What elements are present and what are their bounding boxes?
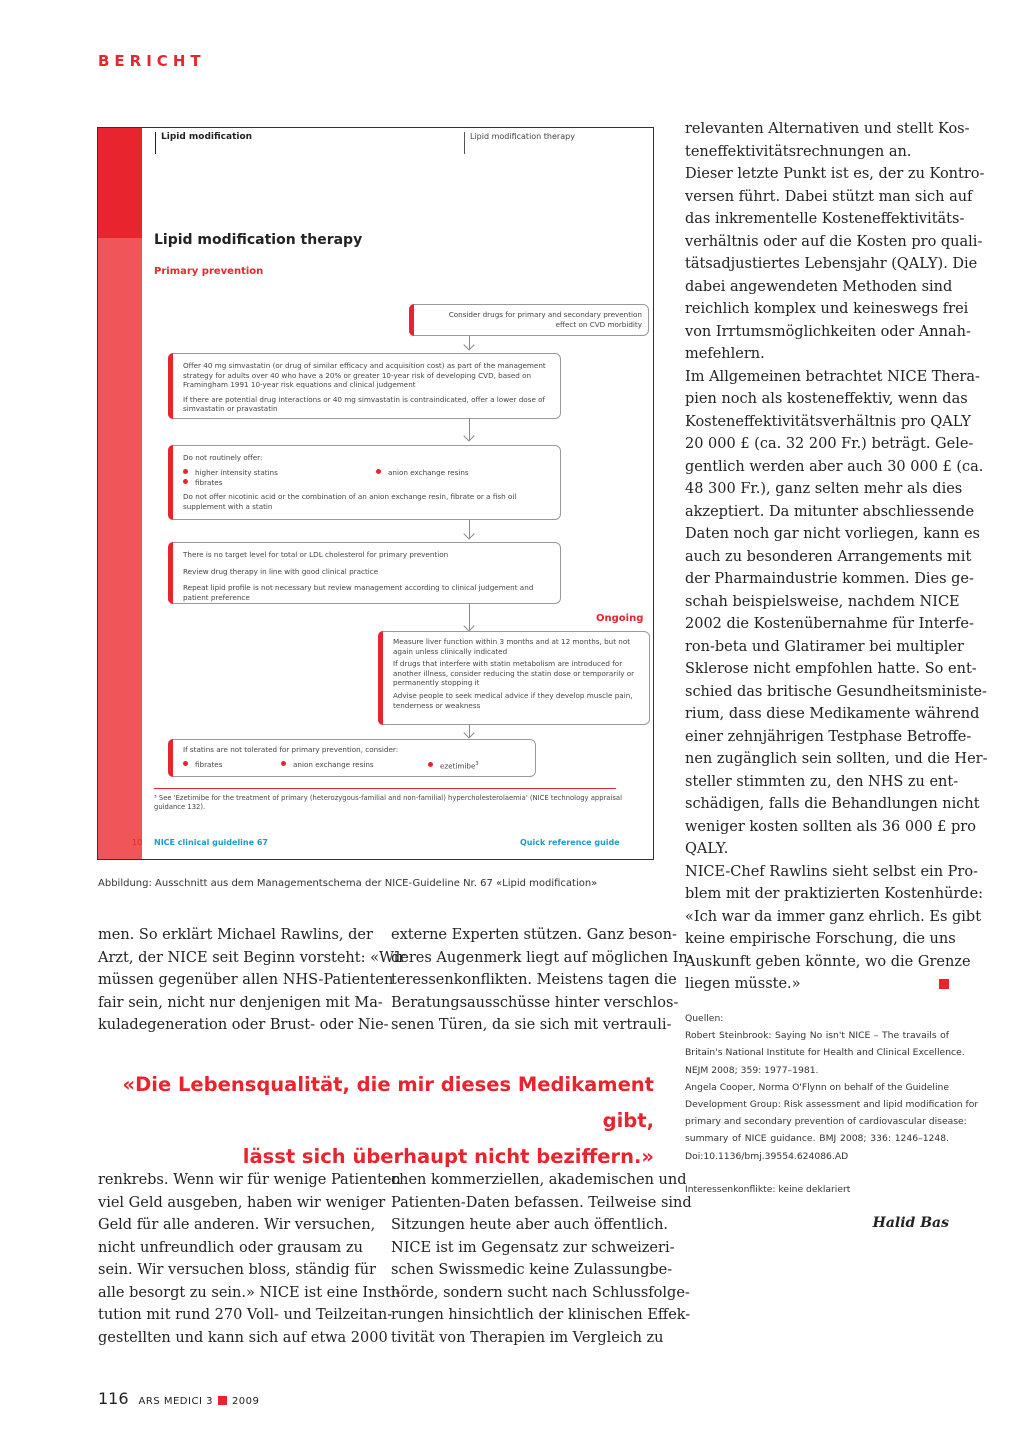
consider-line-2: effect on CVD morbidity	[555, 319, 642, 329]
text-line: verhältnis oder auf die Kosten pro quali-	[685, 233, 983, 250]
text-line: fair sein, nicht nur denjenigen mit Ma-	[98, 994, 383, 1011]
text-line: 2002 die Kostenübernahme für Interfe-	[685, 616, 974, 632]
column-1-top	[98, 924, 406, 1037]
consider-line-1: Consider drugs for primary and secondary prevention	[448, 310, 642, 319]
box2-intro: Do not routinely offer:	[183, 453, 263, 462]
text-line: Beratungsausschüsse hinter verschlos-	[391, 994, 679, 1011]
text-line: Daten noch gar nicht vorliegen, kann es	[685, 526, 980, 542]
page-number: 116	[98, 1389, 129, 1408]
text-line: steller stimmten zu, den NHS zu ent-	[685, 773, 959, 790]
figure-footnote: ³ See 'Ezetimibe for the treatment of primary (heterozygous-familial and non-familial) hypercholesterolaemia' (NICE technology appraisal guidance 132).	[154, 794, 622, 811]
page-footer	[98, 1389, 259, 1408]
text-line: gentlich werden aber auch 30 000 £ (ca.	[685, 458, 984, 475]
text-line: Kosteneffektivitätsverhältnis pro QALY	[685, 413, 972, 430]
text-line: weniger kosten sollten als 36 000 £ pro	[685, 818, 976, 835]
source-line: Britain's National Institute for Health and Clinical Excellence.	[685, 1047, 965, 1059]
figure-page-number: 10	[132, 838, 143, 847]
text-line: Patienten-Daten befassen. Teilweise sind	[391, 1194, 692, 1211]
text-line: auch zu besonderen Arrangements mit	[685, 548, 972, 565]
section-label: BERICHT	[98, 52, 206, 70]
source-line: primary and secondary prevention of cardiovascular disease:	[685, 1116, 967, 1128]
text-line: schädigen, falls die Behandlungen nicht	[685, 796, 980, 812]
separator-square-icon	[218, 1396, 227, 1405]
flow-box-ongoing	[378, 631, 650, 725]
text-line: relevanten Alternativen und stellt Kos-	[685, 121, 970, 137]
text-line: akzeptiert. Da mitunter abschliessende	[685, 503, 975, 520]
text-line: NICE ist im Gegensatz zur schweizeri-	[391, 1239, 675, 1256]
text-line: externe Experten stützen. Ganz beson-	[391, 927, 677, 943]
box1-text-2: If there are potential drug interactions or 40 mg simvastatin is contraindicated, offer a lower dose of simvastatin or pravastatin	[183, 394, 546, 414]
figure-flowchart	[97, 127, 654, 860]
flow-box-statins-not-tolerated	[168, 739, 536, 777]
text-line: NICE-Chef Rawlins sieht selbst ein Pro-	[685, 863, 978, 880]
author: Halid Bas	[872, 1215, 949, 1231]
text-line: teressenkonflikten. Meistens tagen die	[391, 972, 677, 988]
text-line: pien noch als kosteneffektiv, wenn das	[685, 391, 968, 407]
text-line: schied das britische Gesundheitsministe-	[685, 683, 987, 700]
text-line: kuladegeneration oder Brust- oder Nie-	[98, 1017, 389, 1033]
flow-box-no-target	[168, 542, 561, 604]
flow-box-consider	[409, 304, 649, 336]
text-line: Sklerose nicht empfohlen hatte. So ent-	[685, 661, 977, 677]
box4-text-1: Measure liver function within 3 months and at 12 months, but not again unless clinically indicated	[393, 637, 631, 656]
box1-text-1: Offer 40 mg simvastatin (or drug of similar efficacy and acquisition cost) as part of the management strategy for adults over 40 who have a 20% or greater 10-year risk of developing CVD, based on Framingham 1991 10-year risk equations and clinical judgement	[183, 361, 546, 390]
box4-text-2: If drugs that interfere with statin metabolism are introduced for another illness, consider reducing the statin dose or temporarily or permanently stopping it	[393, 659, 635, 688]
pull-quote	[98, 1067, 654, 1175]
box3-text-2: Review drug therapy in line with good clinical practice	[183, 566, 379, 576]
box5-intro: If statins are not tolerated for primary prevention, consider:	[183, 745, 399, 754]
text-line: Auskunft geben könnte, wo die Grenze	[685, 953, 971, 970]
bullet-fibrates: fibrates	[183, 478, 552, 488]
source-line: Angela Cooper, Norma O'Flynn on behalf of the Guideline	[685, 1081, 950, 1093]
figure-subtitle: Primary prevention	[154, 266, 264, 277]
final-line	[685, 973, 949, 996]
column-2-bottom	[391, 1169, 692, 1349]
text-line: Sitzungen heute aber auch öffentlich.	[391, 1217, 669, 1233]
bullet-higher-statins: higher intensity statins	[183, 468, 278, 477]
text-line: 20 000 £ (ca. 32 200 Fr.) beträgt. Gele-	[685, 436, 974, 452]
column-3	[685, 118, 988, 996]
text-line: dabei angewendeten Methoden sind	[685, 278, 953, 295]
figure-footer-left: NICE clinical guideline 67	[154, 838, 268, 847]
text-line: ron-beta und Glatiramer bei multipler	[685, 638, 964, 655]
text-line: senen Türen, da sie sich mit vertrauli-	[391, 1017, 672, 1033]
text-line: QALY.	[685, 841, 729, 857]
text-line: alle besorgt zu sein.» NICE ist eine Insti-	[98, 1284, 401, 1301]
text-line: deres Augenmerk liegt auf möglichen In-	[391, 949, 693, 966]
text-line: liegen müsste.»	[685, 976, 801, 992]
text-line: nen zugänglich sein sollten, und die Her-	[685, 751, 988, 767]
text-line: müssen gegenüber allen NHS-Patienten	[98, 972, 394, 988]
text-line: teneffektivitätsrechnungen an.	[685, 143, 912, 160]
figure-red-bar-lower	[98, 238, 142, 860]
text-line: Im Allgemeinen betrachtet NICE Thera-	[685, 368, 980, 385]
source-line: summary of NICE guidance. BMJ 2008; 336: 1246–1248.	[685, 1133, 949, 1145]
text-line: einer zehnjährigen Testphase Betroffe-	[685, 728, 972, 745]
text-line: 48 300 Fr.), ganz selten mehr als dies	[685, 481, 963, 497]
text-line: Geld für alle anderen. Wir versuchen,	[98, 1217, 376, 1233]
issue-year: 2009	[231, 1396, 260, 1407]
text-line: «Ich war da immer ganz ehrlich. Es gibt	[685, 908, 982, 925]
figure-footer-right: Quick reference guide	[520, 838, 620, 847]
flow-box-offer-simvastatin	[168, 353, 561, 419]
text-line: versen führt. Dabei stützt man sich auf	[685, 188, 973, 205]
sources-heading: Quellen:	[685, 1013, 724, 1024]
text-line: der Pharmaindustrie kommen. Dies ge-	[685, 571, 974, 587]
end-mark-icon	[939, 979, 949, 989]
figure-red-bar	[98, 128, 142, 238]
text-line: schen Swissmedic keine Zulassungbe-	[391, 1262, 673, 1278]
text-line: gestellten und kann sich auf etwa 2000	[98, 1329, 388, 1346]
text-line: rium, dass diese Medikamente während	[685, 706, 980, 722]
text-line: Arzt, der NICE seit Beginn vorsteht: «Wir	[98, 949, 406, 966]
source-line: Robert Steinbrook: Saying No isn't NICE – The travails of	[685, 1030, 949, 1042]
sources	[685, 1010, 979, 1198]
pull-quote-line-1: «Die Lebensqualität, die mir dieses Medikament gibt,	[122, 1073, 654, 1132]
figure-header-left: Lipid modification	[155, 132, 252, 154]
source-line: Doi:10.1136/bmj.39554.624086.AD	[685, 1150, 849, 1162]
figure-header-right: Lipid modification therapy	[464, 132, 575, 154]
source-line: Development Group: Risk assessment and lipid modification for	[685, 1099, 979, 1111]
text-line: men. So erklärt Michael Rawlins, der	[98, 927, 373, 943]
text-line: renkrebs. Wenn wir für wenige Patienten	[98, 1172, 401, 1188]
column-1-bottom	[98, 1169, 401, 1349]
text-line: das inkrementelle Kosteneffektivitäts-	[685, 211, 965, 227]
bullet-resins: anion exchange resins	[376, 468, 469, 478]
bullet-ezetimibe: ezetimibe$^3$	[428, 760, 479, 771]
footnote-rule	[154, 788, 616, 789]
text-line: blem mit der praktizierten Kostenhürde:	[685, 886, 984, 902]
text-line: tution mit rund 270 Voll- und Teilzeitan-	[98, 1307, 393, 1323]
text-line: tätsadjustiertes Lebensjahr (QALY). Die	[685, 256, 978, 272]
flow-box-do-not-offer	[168, 445, 561, 520]
text-line: keine empirische Forschung, die uns	[685, 931, 956, 947]
text-line: nicht unfreundlich oder grausam zu	[98, 1239, 363, 1256]
text-line: Dieser letzte Punkt ist es, der zu Kontro-	[685, 166, 985, 182]
conflicts-of-interest: Interessenkonflikte: keine deklariert	[685, 1183, 851, 1195]
bullet-fibrates-2: fibrates	[183, 760, 222, 769]
box3-text-3: Repeat lipid profile is not necessary but review management according to clinical judgement and patient preference	[183, 583, 534, 602]
text-line: von Irrtumsmöglichkeiten oder Annah-	[685, 323, 971, 340]
text-line: schah beispielsweise, nachdem NICE	[685, 593, 960, 610]
magazine-name: ARS MEDICI 3	[138, 1396, 213, 1407]
text-line: sein. Wir versuchen bloss, ständig für	[98, 1262, 376, 1278]
text-line: viel Geld ausgeben, haben wir weniger	[98, 1194, 386, 1211]
column-2-top	[391, 924, 693, 1037]
text-line: mefehlern.	[685, 346, 765, 362]
bullet-resins-2: anion exchange resins	[281, 760, 374, 770]
text-line: tivität von Therapien im Vergleich zu	[391, 1329, 664, 1346]
ongoing-label: Ongoing	[596, 613, 644, 624]
box3-text-1: There is no target level for total or LDL cholesterol for primary prevention	[183, 550, 449, 559]
figure-title: Lipid modification therapy	[154, 232, 363, 248]
text-line: rungen hinsichtlich der klinischen Effek-	[391, 1307, 691, 1323]
text-line: reichlich komplex und keineswegs frei	[685, 301, 969, 317]
source-line: NEJM 2008; 359: 1977–1981.	[685, 1064, 819, 1076]
text-line: chen kommerziellen, akademischen und	[391, 1172, 687, 1188]
text-line: hörde, sondern sucht nach Schlussfolge-	[391, 1284, 690, 1301]
figure-caption: Abbildung: Ausschnitt aus dem Managementschema der NICE-Guideline Nr. 67 «Lipid modification»	[98, 878, 598, 889]
box4-text-3: Advise people to seek medical advice if they develop muscle pain, tenderness or weakness	[393, 690, 633, 710]
pull-quote-line-2: lässt sich überhaupt nicht beziffern.»	[242, 1145, 654, 1168]
box2-text-2: Do not offer nicotinic acid or the combination of an anion exchange resin, fibrate or a fish oil supplement with a statin	[183, 492, 517, 511]
